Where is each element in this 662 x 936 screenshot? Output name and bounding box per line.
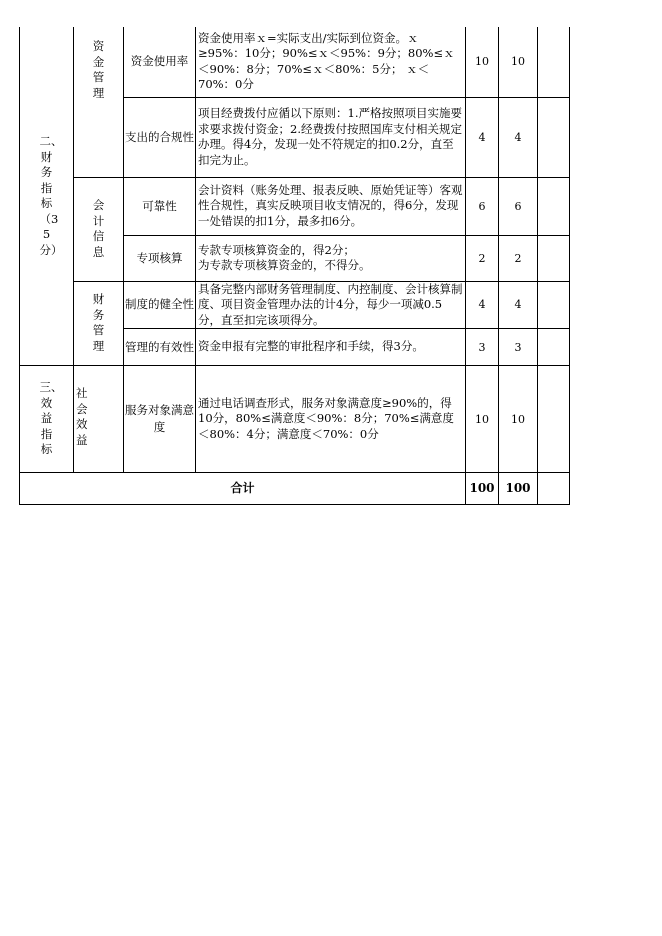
score-cell — [466, 329, 499, 366]
result-value: 10 — [511, 55, 525, 69]
total-result: 100 — [505, 481, 531, 495]
subcategory-social-benefit — [74, 366, 124, 473]
criteria-text: 通过电话调查形式，服务对象满意度≥90%的，得10分，80%≤满意度＜90%：8分；70%≤满意度＜80%：4分；满意度＜70%：0分 — [198, 395, 454, 441]
score-value: 4 — [478, 298, 486, 312]
criteria-text: 资金申报有完整的审批程序和手续，得3分。 — [198, 339, 424, 354]
criteria-cell — [196, 366, 466, 473]
category-benefit — [20, 366, 74, 473]
indicator-label: 可靠性 — [142, 198, 177, 213]
result-value: 4 — [514, 298, 522, 312]
score-value: 10 — [475, 412, 489, 426]
result-cell — [499, 235, 538, 281]
criteria-text: 项目经费拨付应循以下原则：1.严格按照项目实施要求要求拨付资金；2.经费拨付按照国库支付相关规定办理。得4分，发现一处不符规定的扣0.2分，直至扣完为止。 — [198, 106, 462, 167]
score-value: 4 — [478, 130, 486, 144]
result-cell — [499, 281, 538, 329]
subcategory-accounting-info-label: 会计信息 — [92, 198, 105, 259]
score-value: 3 — [478, 340, 486, 354]
evaluation-table — [19, 27, 570, 505]
result-cell — [499, 329, 538, 366]
score-cell — [466, 235, 499, 281]
subcategory-fund-management — [74, 27, 124, 177]
criteria-cell — [196, 27, 466, 97]
total-result-cell — [499, 473, 538, 505]
indicator-cell — [124, 27, 196, 97]
subcategory-financial-management — [74, 281, 124, 366]
remark-cell — [538, 473, 570, 505]
criteria-cell — [196, 329, 466, 366]
criteria-text: 具备完整内部财务管理制度、内控制度、会计核算制度、项目资金管理办法的计4分，每少一项减0.5分，直至扣完该项得分。 — [198, 281, 463, 327]
indicator-cell — [124, 281, 196, 329]
score-cell — [466, 27, 499, 97]
result-value: 6 — [514, 199, 522, 213]
remark-cell — [538, 97, 570, 177]
criteria-text: 专款专项核算资金的，得2分； 为专款专项核算资金的，不得分。 — [198, 242, 371, 272]
criteria-cell — [196, 281, 466, 329]
indicator-label: 制度的健全性 — [125, 297, 194, 312]
category-finance — [20, 27, 74, 366]
subcategory-financial-management-label: 财务管理 — [92, 292, 105, 353]
indicator-cell — [124, 235, 196, 281]
criteria-cell — [196, 177, 466, 235]
indicator-label: 资金使用率 — [130, 54, 189, 69]
score-value: 2 — [478, 251, 486, 265]
criteria-cell — [196, 235, 466, 281]
score-cell — [466, 281, 499, 329]
result-cell — [499, 177, 538, 235]
indicator-cell — [124, 97, 196, 177]
result-value: 3 — [514, 340, 522, 354]
score-cell — [466, 366, 499, 473]
result-cell — [499, 97, 538, 177]
indicator-label: 管理的有效性 — [125, 339, 194, 354]
subcategory-social-benefit-label: 社会效益 — [76, 386, 88, 447]
result-value: 2 — [514, 251, 522, 265]
indicator-cell — [124, 177, 196, 235]
subcategory-accounting-info — [74, 177, 124, 281]
indicator-label: 专项核算 — [136, 250, 183, 265]
result-value: 4 — [514, 130, 522, 144]
indicator-cell — [124, 329, 196, 366]
criteria-text: 会计资料（账务处理、报表反映、原始凭证等）客观性合规性，真实反映项目收支情况的，得6分，发现一处错误的扣1分，最多扣6分。 — [198, 182, 463, 228]
result-cell — [499, 27, 538, 97]
result-cell — [499, 366, 538, 473]
result-value: 10 — [511, 412, 525, 426]
criteria-text: 资金使用率ｘ=实际支出/实际到位资金。ｘ≥95%：10分；90%≤ｘ＜95%：9分；80%≤ｘ＜90%：8分；70%≤ｘ＜80%：5分； ｘ＜70%：0分 — [198, 30, 455, 92]
total-score-cell — [466, 473, 499, 505]
category-finance-label: 二、财务指标（35分） — [39, 134, 63, 257]
total-label-cell — [20, 473, 466, 505]
score-value: 6 — [478, 199, 486, 213]
indicator-label: 服务对象满意度 — [125, 403, 194, 434]
remark-cell — [538, 27, 570, 97]
criteria-cell — [196, 97, 466, 177]
subcategory-fund-management-label: 资金管理 — [92, 39, 105, 100]
remark-cell — [538, 235, 570, 281]
remark-cell — [538, 329, 570, 366]
remark-cell — [538, 281, 570, 329]
total-label: 合计 — [230, 481, 255, 495]
indicator-cell — [124, 366, 196, 473]
remark-cell — [538, 177, 570, 235]
score-cell — [466, 97, 499, 177]
indicator-label: 支出的合规性 — [125, 129, 194, 144]
remark-cell — [538, 366, 570, 473]
score-cell — [466, 177, 499, 235]
score-value: 10 — [475, 55, 489, 69]
total-score: 100 — [469, 481, 495, 495]
category-benefit-label: 三、效益指标 — [39, 380, 63, 457]
